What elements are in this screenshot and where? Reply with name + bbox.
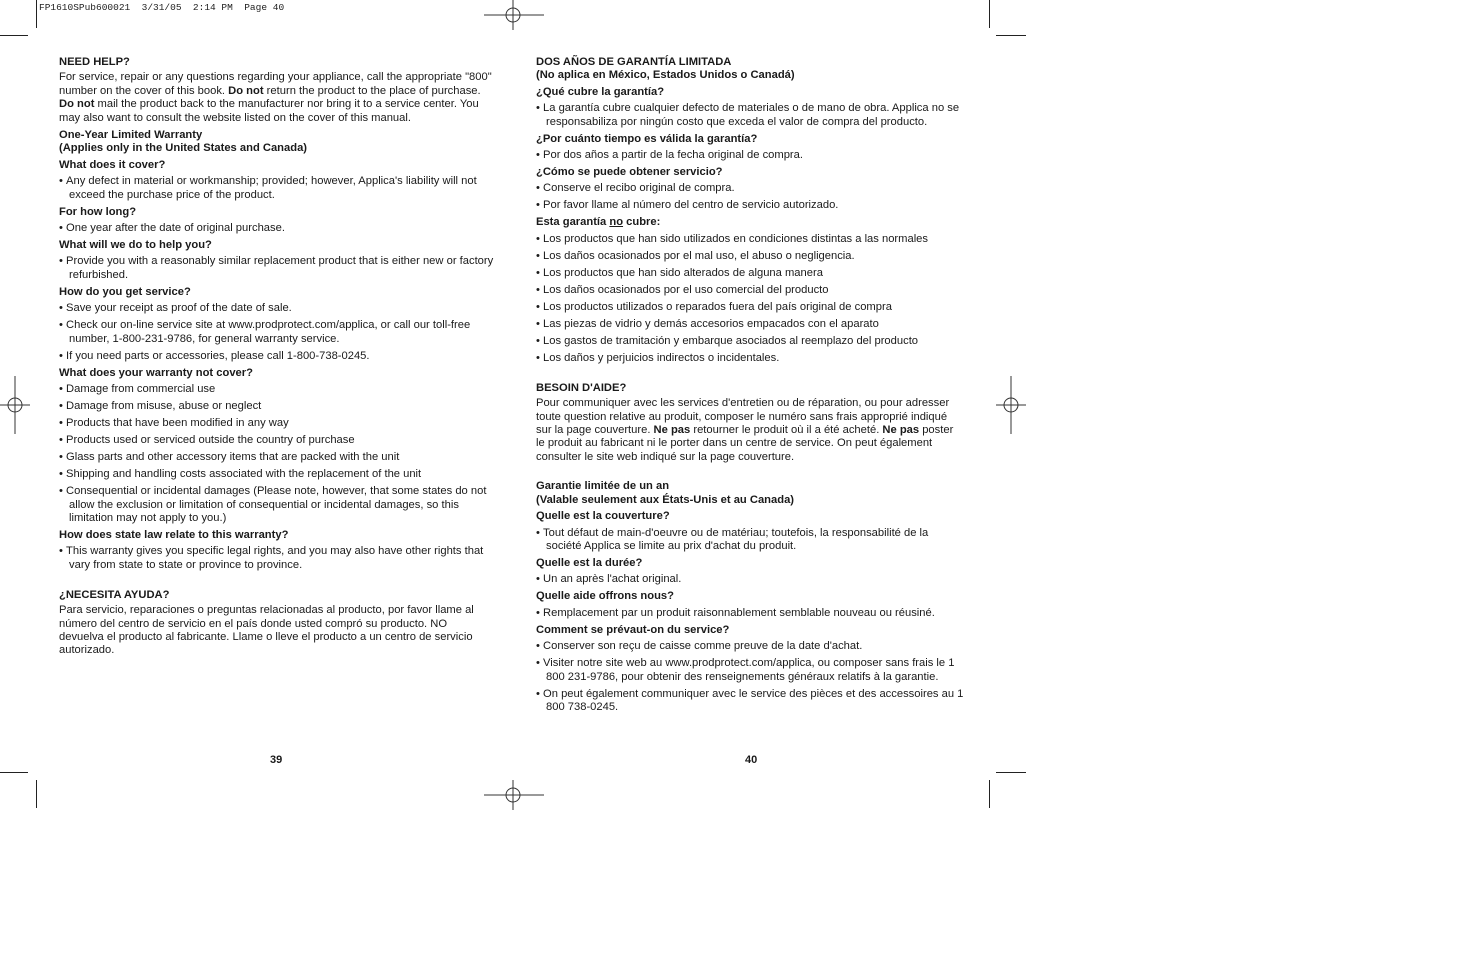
text-run: return the product to the place of purchase. bbox=[263, 84, 481, 97]
question-heading: Quelle aide offrons nous? bbox=[536, 590, 674, 603]
registration-mark-icon bbox=[996, 376, 1026, 434]
besoin-aide-paragraph bbox=[536, 397, 964, 464]
bullet-item: • Any defect in material or workmanship; provided; however, Applica's liability will not exceed the purchase price of the product. bbox=[59, 175, 494, 202]
crop-mark bbox=[996, 35, 1026, 36]
text-run: For service, repair or any questions regarding your appliance, call the appropriate "800" number on the cover of this book. bbox=[59, 71, 492, 97]
bullet-item: • La garantía cubre cualquier defecto de materiales o de mano de obra. Applica no se responsabiliza por ningún costo que exceda el valor de compra del producto. bbox=[536, 102, 964, 129]
bullet-item: • Conserver son reçu de caisse comme preuve de la date d'achat. bbox=[536, 640, 964, 653]
bullet-item: • Visiter notre site web au www.prodprotect.com/applica, ou composer sans frais le 1 800 231-9786, pour obtenir des renseignements généraux relatifs à la garantie. bbox=[536, 657, 964, 684]
bullet-list bbox=[59, 222, 494, 235]
question-heading: Quelle est la durée? bbox=[536, 556, 643, 569]
spacer bbox=[536, 467, 964, 480]
crop-mark bbox=[0, 35, 28, 36]
question-heading: ¿Qué cubre la garantía? bbox=[536, 85, 665, 98]
necesita-ayuda-heading: ¿NECESITA AYUDA? bbox=[59, 588, 170, 601]
text-run: Esta garantía bbox=[536, 216, 610, 229]
warranty-title: One-Year Limited Warranty bbox=[59, 129, 203, 142]
bullet-item: • Los daños y perjuicios indirectos o incidentales. bbox=[536, 352, 964, 365]
bullet-list bbox=[536, 640, 964, 714]
bullet-item: • Glass parts and other accessory items that are packed with the unit bbox=[59, 451, 494, 464]
crop-mark bbox=[36, 0, 37, 28]
bullet-item: • Conserve el recibo original de compra. bbox=[536, 182, 964, 195]
bullet-item: • Los daños ocasionados por el mal uso, el abuso o negligencia. bbox=[536, 250, 964, 263]
bold-text: Ne pas bbox=[653, 424, 691, 437]
bullet-list bbox=[59, 383, 494, 525]
bullet-item: • On peut également communiquer avec le service des pièces et des accessoires au 1 800 738-0245. bbox=[536, 688, 964, 715]
question-heading: Quelle est la couverture? bbox=[536, 510, 670, 523]
crop-mark bbox=[0, 772, 28, 773]
page-number: 39 bbox=[270, 754, 283, 766]
registration-mark-icon bbox=[484, 0, 544, 30]
question-heading: ¿Cómo se puede obtener servicio? bbox=[536, 166, 723, 179]
question-heading: ¿Por cuánto tiempo es válida la garantía? bbox=[536, 132, 758, 145]
text-run: mail the product back to the manufacturer nor bring it to a service center. You may also want to consult the website listed on the cover of this manual. bbox=[59, 98, 479, 124]
bullet-list bbox=[536, 182, 964, 212]
spacer bbox=[59, 576, 494, 589]
garantie-title: Garantie limitée de un an bbox=[536, 480, 670, 493]
page-number: 40 bbox=[745, 754, 758, 766]
garantia-heading: DOS AÑOS DE GARANTÍA LIMITADA bbox=[536, 56, 732, 68]
need-help-heading: NEED HELP? bbox=[59, 56, 130, 68]
question-heading: For how long? bbox=[59, 205, 137, 218]
bullet-list bbox=[59, 545, 494, 572]
crop-mark bbox=[36, 780, 37, 808]
question-heading bbox=[536, 216, 964, 229]
bullet-item: • Remplacement par un produit raisonnablement semblable nouveau ou réusiné. bbox=[536, 607, 964, 620]
bullet-item: • Check our on-line service site at www.prodprotect.com/applica, or call our toll-free number, 1-800-231-9786, for general warranty service. bbox=[59, 319, 494, 346]
bold-text: Do not bbox=[59, 98, 95, 111]
bullet-list bbox=[536, 102, 964, 129]
bullet-item: • Los productos que han sido alterados de alguna manera bbox=[536, 267, 964, 280]
garantie-subtitle: (Valable seulement aux États-Unis et au Canada) bbox=[536, 493, 795, 506]
warranty-subtitle: (Applies only in the United States and Canada) bbox=[59, 142, 308, 155]
crop-mark bbox=[996, 772, 1026, 773]
bullet-item: • Consequential or incidental damages (Please note, however, that some states do not allow the exclusion or limitation of consequential or incidental damages, so this limitation may not apply to you.) bbox=[59, 485, 494, 525]
bullet-list bbox=[536, 527, 964, 554]
page-39-column bbox=[59, 56, 494, 661]
page-40-column bbox=[536, 56, 964, 718]
bullet-item: • If you need parts or accessories, please call 1-800-738-0245. bbox=[59, 350, 494, 363]
print-slug: FP1610SPub600021 3/31/05 2:14 PM Page 40 bbox=[39, 2, 285, 13]
bullet-list bbox=[59, 175, 494, 202]
bullet-item: • Los productos que han sido utilizados en condiciones distintas a las normales bbox=[536, 233, 964, 246]
bullet-item: • Damage from misuse, abuse or neglect bbox=[59, 400, 494, 413]
bullet-item: • This warranty gives you specific legal rights, and you may also have other rights that vary from state to state or province to province. bbox=[59, 545, 494, 572]
question-heading: Comment se prévaut-on du service? bbox=[536, 623, 730, 636]
bullet-item: • Products used or serviced outside the country of purchase bbox=[59, 434, 494, 447]
question-heading: How do you get service? bbox=[59, 285, 191, 298]
spacer bbox=[536, 369, 964, 382]
bullet-list bbox=[536, 573, 964, 586]
bold-text: Do not bbox=[228, 84, 264, 97]
registration-mark-icon bbox=[484, 780, 544, 810]
bullet-item: • Los gastos de tramitación y embarque asociados al reemplazo del producto bbox=[536, 335, 964, 348]
text-run: retourner le produit où il a été acheté. bbox=[690, 424, 883, 437]
bullet-item: • Shipping and handling costs associated with the replacement of the unit bbox=[59, 468, 494, 481]
crop-mark bbox=[989, 0, 990, 28]
registration-mark-icon bbox=[0, 376, 30, 434]
bullet-item: • Los daños ocasionados por el uso comercial del producto bbox=[536, 284, 964, 297]
besoin-aide-heading: BESOIN D'AIDE? bbox=[536, 381, 627, 394]
question-heading: What does it cover? bbox=[59, 158, 166, 171]
underlined-text: no bbox=[609, 216, 624, 229]
bullet-item: • Los productos utilizados o reparados fuera del país original de compra bbox=[536, 301, 964, 314]
bullet-item: • Por favor llame al número del centro de servicio autorizado. bbox=[536, 199, 964, 212]
text-run: poster le produit au fabricant ni le porter dans un centre de service. On peut également consulter le site web indiqué sur la page couverture. bbox=[536, 424, 954, 463]
bullet-list bbox=[536, 607, 964, 620]
bullet-list bbox=[59, 302, 494, 363]
bullet-list bbox=[59, 255, 494, 282]
garantia-subheading: (No aplica en México, Estados Unidos o Canadá) bbox=[536, 69, 795, 82]
bullet-item: • Tout défaut de main-d'oeuvre ou de matériau; toutefois, la responsabilité de la société Applica se limite au prix d'achat du produit. bbox=[536, 527, 964, 554]
necesita-ayuda-paragraph: Para servicio, reparaciones o preguntas relacionadas al producto, por favor llame al número del centro de servicio en el país donde usted compró su producto. NO devuelva el producto al fabricante. Llame o lleve el producto a un centro de servicio autorizado. bbox=[59, 604, 474, 657]
bold-text: Ne pas bbox=[882, 424, 920, 437]
bullet-item: • Products that have been modified in any way bbox=[59, 417, 494, 430]
bullet-item: • Damage from commercial use bbox=[59, 383, 494, 396]
question-heading: What does your warranty not cover? bbox=[59, 366, 253, 379]
bullet-item: • Provide you with a reasonably similar replacement product that is either new or factory refurbished. bbox=[59, 255, 494, 282]
bullet-item: • Por dos años a partir de la fecha original de compra. bbox=[536, 149, 964, 162]
text-run: Pour communiquer avec les services d'entretien ou de réparation, ou pour adresser toute question relative au produit, composer le numéro sans frais approprié indiqué sur la page couverture. bbox=[536, 397, 950, 437]
need-help-paragraph bbox=[59, 71, 494, 125]
bullet-item: • Un an après l'achat original. bbox=[536, 573, 964, 586]
crop-mark bbox=[989, 780, 990, 808]
question-heading: What will we do to help you? bbox=[59, 239, 212, 252]
bullet-list bbox=[536, 233, 964, 365]
bullet-item: • Save your receipt as proof of the date of sale. bbox=[59, 302, 494, 315]
bullet-item: • Las piezas de vidrio y demás accesorios empacados con el aparato bbox=[536, 318, 964, 331]
bullet-list bbox=[536, 149, 964, 162]
question-heading: How does state law relate to this warranty? bbox=[59, 528, 289, 541]
text-run: cubre: bbox=[623, 216, 661, 229]
bullet-item: • One year after the date of original purchase. bbox=[59, 222, 494, 235]
